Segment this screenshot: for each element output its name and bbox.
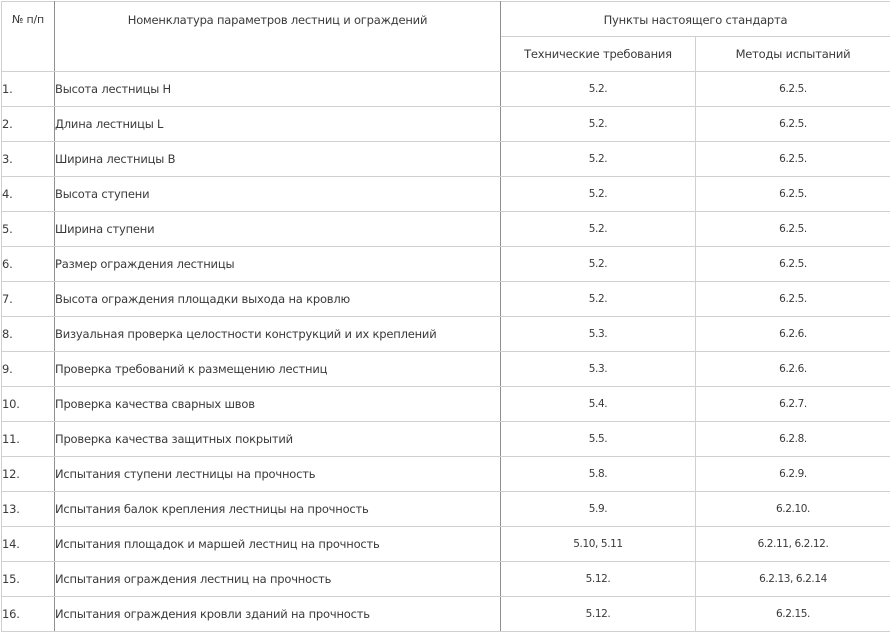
row-parameter-name: Размер ограждения лестницы [55,247,501,282]
row-test-method: 6.2.15. [696,597,890,632]
table-row [2,422,890,457]
header-number: № п/п [2,2,55,72]
standards-table [1,1,890,632]
header-nomenclature: Номенклатура параметров лестниц и ограждений [55,2,501,72]
row-test-method: 6.2.5. [696,177,890,212]
table-row [2,457,890,492]
row-parameter-name: Испытания ступени лестницы на прочность [55,457,501,492]
row-parameter-name: Визуальная проверка целостности конструкций и их креплений [55,317,501,352]
row-technical-requirement: 5.8. [501,457,696,492]
row-number: 16. [2,597,55,632]
row-parameter-name: Ширина ступени [55,212,501,247]
row-technical-requirement: 5.4. [501,387,696,422]
table-row [2,282,890,317]
row-test-method: 6.2.11, 6.2.12. [696,527,890,562]
row-test-method: 6.2.5. [696,282,890,317]
header-standard-points: Пункты настоящего стандарта [501,2,890,37]
row-number: 14. [2,527,55,562]
row-number: 2. [2,107,55,142]
table-row [2,212,890,247]
row-number: 3. [2,142,55,177]
table-header [2,2,890,72]
row-technical-requirement: 5.3. [501,352,696,387]
row-test-method: 6.2.8. [696,422,890,457]
row-technical-requirement: 5.10, 5.11 [501,527,696,562]
row-number: 15. [2,562,55,597]
table-row [2,72,890,107]
row-test-method: 6.2.6. [696,352,890,387]
table-row [2,562,890,597]
row-number: 5. [2,212,55,247]
row-technical-requirement: 5.2. [501,142,696,177]
table-row [2,387,890,422]
row-number: 7. [2,282,55,317]
table-row [2,527,890,562]
row-test-method: 6.2.5. [696,142,890,177]
row-test-method: 6.2.10. [696,492,890,527]
row-parameter-name: Испытания балок крепления лестницы на прочность [55,492,501,527]
row-technical-requirement: 5.2. [501,247,696,282]
row-technical-requirement: 5.2. [501,212,696,247]
table-row [2,107,890,142]
table-row [2,177,890,212]
row-parameter-name: Проверка требований к размещению лестниц [55,352,501,387]
row-number: 11. [2,422,55,457]
row-parameter-name: Ширина лестницы В [55,142,501,177]
table-row [2,492,890,527]
table-row [2,142,890,177]
row-test-method: 6.2.5. [696,247,890,282]
table-row [2,247,890,282]
row-technical-requirement: 5.9. [501,492,696,527]
row-number: 10. [2,387,55,422]
row-parameter-name: Испытания ограждения кровли зданий на прочность [55,597,501,632]
row-technical-requirement: 5.5. [501,422,696,457]
row-technical-requirement: 5.3. [501,317,696,352]
row-technical-requirement: 5.2. [501,282,696,317]
row-parameter-name: Высота ограждения площадки выхода на кровлю [55,282,501,317]
row-number: 12. [2,457,55,492]
row-parameter-name: Проверка качества сварных швов [55,387,501,422]
row-parameter-name: Длина лестницы L [55,107,501,142]
header-technical-requirements: Технические требования [501,37,696,72]
row-number: 1. [2,72,55,107]
row-technical-requirement: 5.12. [501,597,696,632]
row-technical-requirement: 5.12. [501,562,696,597]
row-number: 4. [2,177,55,212]
row-parameter-name: Проверка качества защитных покрытий [55,422,501,457]
row-number: 6. [2,247,55,282]
row-test-method: 6.2.5. [696,212,890,247]
table-row [2,317,890,352]
row-test-method: 6.2.13, 6.2.14 [696,562,890,597]
row-technical-requirement: 5.2. [501,72,696,107]
row-parameter-name: Высота лестницы Н [55,72,501,107]
row-number: 8. [2,317,55,352]
row-parameter-name: Испытания ограждения лестниц на прочность [55,562,501,597]
row-technical-requirement: 5.2. [501,107,696,142]
row-parameter-name: Испытания площадок и маршей лестниц на прочность [55,527,501,562]
row-test-method: 6.2.7. [696,387,890,422]
row-technical-requirement: 5.2. [501,177,696,212]
row-number: 9. [2,352,55,387]
row-test-method: 6.2.5. [696,107,890,142]
row-test-method: 6.2.6. [696,317,890,352]
row-test-method: 6.2.9. [696,457,890,492]
table-row [2,597,890,632]
table-body [2,72,890,632]
header-row [2,2,890,37]
row-number: 13. [2,492,55,527]
header-test-methods: Методы испытаний [696,37,890,72]
row-parameter-name: Высота ступени [55,177,501,212]
row-test-method: 6.2.5. [696,72,890,107]
table-row [2,352,890,387]
